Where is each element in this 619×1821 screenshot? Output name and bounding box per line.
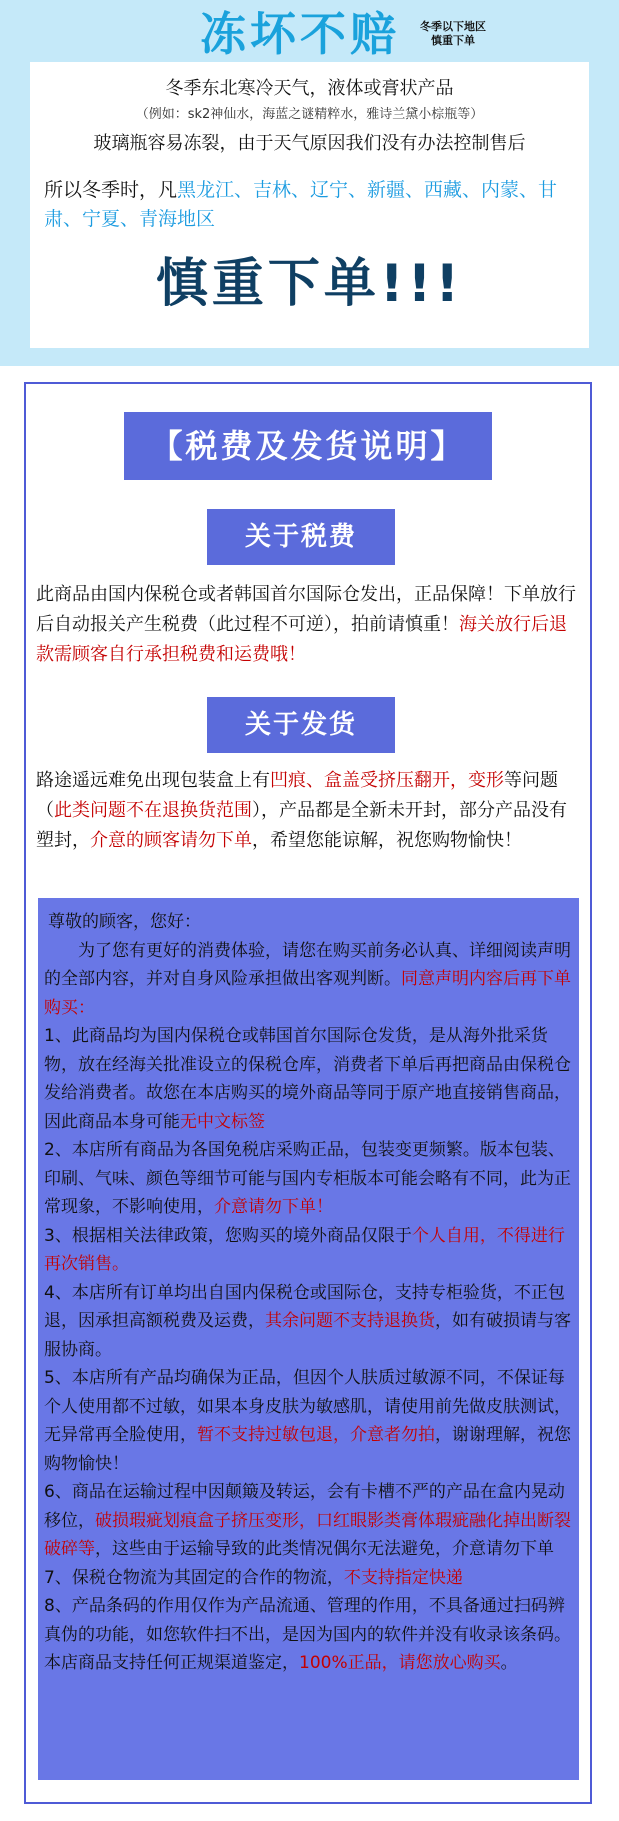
notice-regions bbox=[44, 176, 579, 234]
cold-warning-banner bbox=[0, 0, 619, 366]
item7-red: 不支持指定快递 bbox=[343, 1567, 463, 1588]
item4-red: 其余问题不支持退换货 bbox=[265, 1311, 435, 1331]
intro-red: 同意声明内容后再下单购买： bbox=[44, 969, 571, 1018]
tax-warning: 海关放行后退款需顾客自行承担税费和运费哦！ bbox=[36, 614, 567, 665]
notice-item-7 bbox=[44, 1564, 571, 1593]
banner-title: 冻坏不赔 bbox=[200, 7, 400, 61]
banner-note-line2: 慎重下单 bbox=[431, 34, 475, 47]
banner-side-note bbox=[420, 20, 486, 48]
notice-line3: 玻璃瓶容易冻裂，由于天气原因我们没有办法控制售后 bbox=[93, 133, 526, 154]
item1-text: 1、此商品均为国内保税仓或韩国首尔国际仓发货，是从海外批采货物，放在经海关批准设立的保税仓库，消费者下单后再把商品由保税仓发给消费者。故您在本店购买的境外商品等同于原产地直接销售商品，因此商品本身可能 bbox=[44, 1026, 571, 1132]
notice-item-1 bbox=[44, 1022, 571, 1136]
item7-text: 7、保税仓物流为其固定的合作的物流， bbox=[44, 1567, 344, 1588]
regions-prefix: 所以冬季时，凡 bbox=[44, 179, 178, 201]
ship-text-4: ，希望您能谅解，祝您购物愉快！ bbox=[252, 830, 522, 851]
tax-shipping-panel bbox=[24, 382, 592, 1804]
item8-text: 8、产品条码的作用仅作为产品流通、管理的作用，不具备通过扫码辨真伪的功能，如您软件扫不出，是因为国内的软件并没有收录该条码。本店商品支持任何正规渠道鉴定， bbox=[44, 1596, 571, 1673]
shipping-section-title: 关于发货 bbox=[207, 697, 395, 753]
customer-notice-box bbox=[38, 898, 579, 1780]
item5-text: 5、本店所有产品均确保为正品，但因个人肤质过敏源不同，不保证每个人使用都不过敏，如果本身皮肤为敏感肌，请使用前先做皮肤测试，无异常再全脸使用， bbox=[44, 1368, 571, 1445]
careful-heading: 慎重下单!!! bbox=[155, 254, 464, 314]
ship-red-2: 此类问题不在退换货范围 bbox=[54, 800, 252, 821]
regions-list: 黑龙江、吉林、辽宁、新疆、西藏、内蒙、甘肃、宁夏、青海地区 bbox=[44, 179, 558, 230]
item4-tail: ，如有破损请与客服协商。 bbox=[44, 1311, 571, 1360]
shipping-paragraph bbox=[36, 766, 582, 856]
notice-item-6 bbox=[44, 1478, 571, 1564]
item6-red: 破损瑕疵划痕盒子挤压变形，口红眼影类膏体瑕疵融化掉出断裂破碎等 bbox=[44, 1510, 571, 1559]
ship-red-1: 凹痕、盒盖受挤压翻开，变形 bbox=[270, 770, 504, 791]
ship-text-2: 等问题（ bbox=[36, 770, 558, 821]
ship-text-1: 路途遥远难免出现包装盒上有 bbox=[36, 770, 270, 791]
notice-greeting: 尊敬的顾客，您好： bbox=[48, 912, 201, 932]
banner-note-line1: 冬季以下地区 bbox=[420, 20, 486, 33]
item5-red: 暂不支持过敏包退，介意者勿拍 bbox=[197, 1425, 435, 1445]
item6-tail: ，这些由于运输导致的此类情况偶尔无法避免，介意请勿下单 bbox=[95, 1539, 554, 1559]
item3-red: 个人自用，不得进行再次销售。 bbox=[44, 1225, 565, 1274]
intro-text: 为了您有更好的消费体验，请您在购买前务必认真、详细阅读声明的全部内容，并对自身风险承担做出客观判断。 bbox=[44, 940, 571, 989]
cold-notice-card bbox=[30, 62, 589, 348]
item3-text: 3、根据相关法律政策，您购买的境外商品仅限于 bbox=[44, 1225, 412, 1246]
item2-text: 2、本店所有商品为各国免税店采购正品，包装变更频繁。版本包装、印刷、气味、颜色等细节可能与国内专柜版本可能会略有不同，此为正常现象，不影响使用， bbox=[44, 1140, 571, 1217]
item8-red: 100%正品，请您放心购买 bbox=[299, 1653, 501, 1673]
ship-text-3: ），产品都是全新未开封，部分产品没有塑封， bbox=[36, 800, 567, 851]
item8-tail: 。 bbox=[500, 1653, 518, 1673]
notice-item-8 bbox=[44, 1592, 571, 1678]
item5-tail: ，谢谢理解，祝您购物愉快！ bbox=[44, 1425, 571, 1474]
notice-item-4 bbox=[44, 1279, 571, 1365]
tax-section-title: 关于税费 bbox=[207, 509, 395, 565]
notice-intro bbox=[44, 937, 571, 1023]
notice-examples: （例如：sk2神仙水，海蓝之谜精粹水，雅诗兰黛小棕瓶等） bbox=[135, 107, 484, 122]
notice-item-3 bbox=[44, 1222, 571, 1279]
notice-item-2 bbox=[44, 1136, 571, 1222]
notice-line1: 冬季东北寒冷天气，液体或膏状产品 bbox=[165, 78, 454, 99]
panel-main-title: 【税费及发货说明】 bbox=[124, 412, 492, 480]
item2-red: 介意请勿下单！ bbox=[214, 1197, 333, 1217]
item1-red: 无中文标签 bbox=[180, 1111, 265, 1132]
tax-paragraph bbox=[36, 580, 582, 670]
notice-item-5 bbox=[44, 1364, 571, 1478]
tax-text: 此商品由国内保税仓或者韩国首尔国际仓发出，正品保障！下单放行后自动报关产生税费（此过程不可逆），拍前请慎重！ bbox=[36, 584, 576, 635]
ship-red-3: 介意的顾客请勿下单 bbox=[90, 830, 252, 851]
item4-text: 4、本店所有订单均出自国内保税仓或国际仓，支持专柜验货，不正包退，因承担高额税费及运费， bbox=[44, 1282, 565, 1331]
item6-text: 6、商品在运输过程中因颠簸及转运，会有卡槽不严的产品在盒内晃动移位， bbox=[44, 1482, 565, 1531]
